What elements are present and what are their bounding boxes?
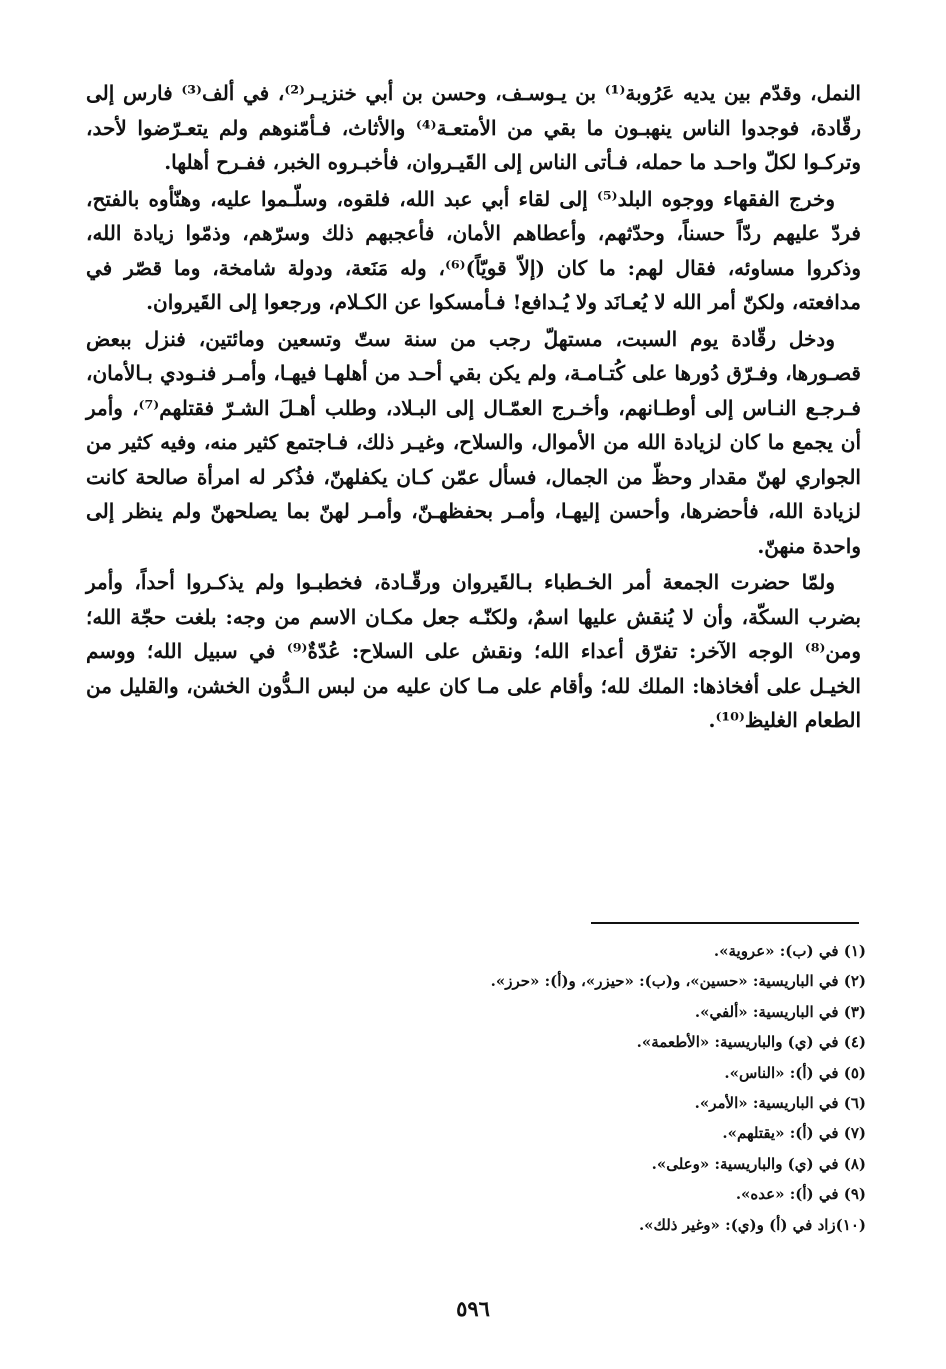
footnote-4: (٤) في (ي) والباريسية: «الأطعمة». <box>636 1033 866 1052</box>
footnote-8: (٨) في (ي) والباريسية: «وعلى». <box>651 1154 866 1173</box>
paragraph-2: وخرج الفقهاء ووجوه البلد⁽⁵⁾ إلى لقاء أبي عبد الله، فلقوه، وسلّـموا عليه، وهنّأوه بالفتح، فردّ عليهم ردّاً حسناً، وحدّثهم، وأعطاهم الأمان، فأعجبهم ذلك وسرّهم، وذمّوا زيادة الله، وذكروا مساوئه، فقال لهم: ما كان (إلاّ قويّاً)⁽⁶⁾، وله مَنَعة، ودولة شامخة، وما قصّر في مدافعته، ولكنّ أمر الله لا يُعـانَد ولا يُـدافع! فـأمسكوا عن الكـلام، ورجعوا إلى القَيروان. <box>86 186 861 314</box>
main-text <box>86 76 861 738</box>
footnotes-list <box>86 936 866 1240</box>
footnote-1: (١) في (ب): «عروية». <box>713 942 866 960</box>
footnote-7: (٧) في (أ): «يقتلهم». <box>722 1124 866 1143</box>
footnote-10: (١٠)زاد في (أ) و(ي): «وغير ذلك». <box>638 1215 866 1234</box>
paragraph-4: ولمّا حضرت الجمعة أمر الخـطباء بـالقَيروان ورقّـادة، فخطبـوا ولم يذكـروا أحداً، وأمر بضرب السكّة، وأن لا يُنقش عليها اسمٌ، ولكنّـه جعل مكـان الاسم من وجه: بلغت حجّة الله؛ ومن⁽⁸⁾ الوجه الآخر: تفرّق أعداء الله؛ ونقش على السلاح: عُدّةٌ⁽⁹⁾ في سبيل الله؛ ووسم الخيـل على أفخاذها: الملك لله؛ وأقام على مـا كان عليه من لبس الـدُّون الخشن، والقليل من الطعام الغليظ⁽¹⁰⁾. <box>86 570 862 732</box>
footnote-3: (٣) في الباريسية: «ألفي». <box>694 1002 866 1021</box>
footnote-5: (٥) في (أ): «الناس». <box>724 1063 866 1082</box>
footnote-separator <box>591 922 859 924</box>
paragraph-3: ودخل رقّادة يوم السبت، مستهلّ رجب من سنة ستّ وتسعين ومائتين، فنزل ببعض قصـورها، وفـرّق دُورها على كُتـامـة، ولم يكن بقي أحـد من أهلهـا فيهـا، وأمـر فنـودي بـالأمان، فـرجـع النـاس إلى أوطـانهم، وأخـرج العمّـال إلى البـلاد، وطلب أهـلَ الشـرّ فقتلهم⁽⁷⁾، وأمر أن يجمع ما كان لزيادة الله من الأموال، والسلاح، وغيـر ذلك، فـاجتمع كثير منه، وفيه كثير من الجواري لهنّ مقدار وحظّ من الجمال، فسأل عمّن كـان يكفلهنّ، فذُكر له امرأة صالحة كانت لزيادة الله، فأحضرها، وأحسن إليهـا، وأمـر بحفظهـنّ، وأمـر لهنّ بما يصلحهنّ ولم ينظر إلى واحدة منهنّ. <box>86 326 862 558</box>
footnote-9: (٩) في (أ): «عده». <box>735 1185 866 1204</box>
footnote-6: (٦) في الباريسية: «الأمر». <box>694 1094 866 1113</box>
page-number: ٥٩٦ <box>456 1296 490 1321</box>
paragraph-1: النمل، وقدّم بين يديه عَرُوبة⁽¹⁾ بن يـوسـف، وحسن بن أبي خنزيـر⁽²⁾، في ألف⁽³⁾ فارس إلى رقّادة، فوجدوا الناس ينهبـون ما بقي من الأمتعـة⁽⁴⁾ والأثاث، فـأمّنوهم ولم يتعـرّضوا لأحد، وتركـوا لكلّ واحـد ما حمله، فـأتى الناس إلى القَيـروان، فأخبـروه الخبر، ففـرح أهلها. <box>86 81 861 174</box>
footnote-2: (٢) في الباريسية: «حسين»، و(ب): «حيزر»، و(أ): «حرز». <box>490 972 866 991</box>
